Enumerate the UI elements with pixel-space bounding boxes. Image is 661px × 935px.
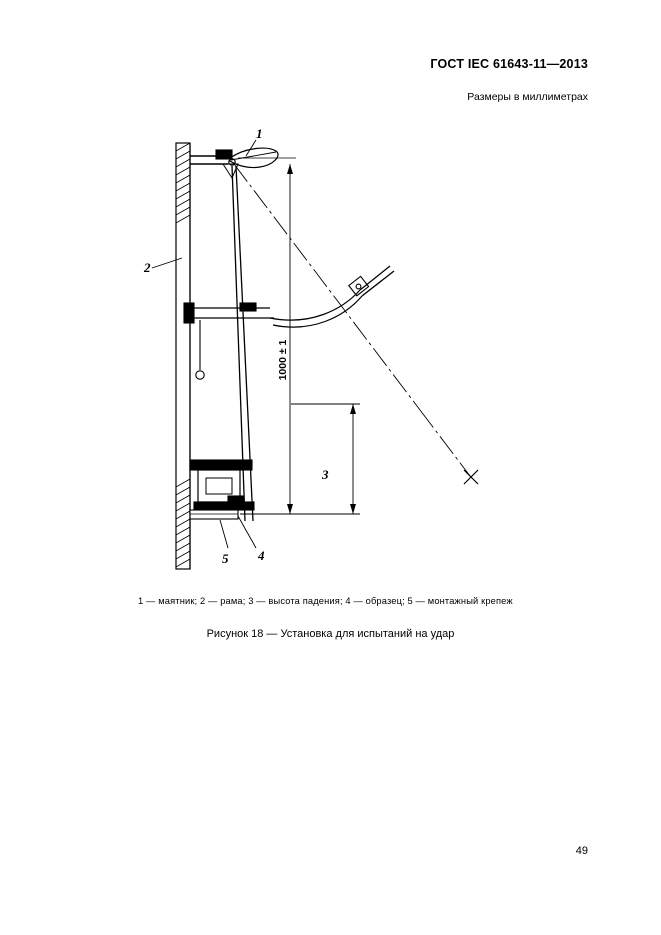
figure-18-drawing (60, 120, 600, 590)
document-header-standard: ГОСТ IEC 61643-11—2013 (430, 57, 588, 71)
figure-callout-2: 2 (144, 260, 151, 275)
units-note: Размеры в миллиметрах (467, 91, 588, 103)
figure-caption: Рисунок 18 — Установка для испытаний на удар (206, 628, 455, 640)
page-number: 49 (575, 845, 588, 857)
figure-callout-1: 1 (256, 126, 263, 141)
figure-callout-5: 5 (222, 551, 229, 566)
dimension-label-1000: 1000 ± 1 (277, 339, 289, 381)
figure-callout-4: 4 (258, 548, 265, 563)
figure-legend: 1 — маятник; 2 — рама; 3 — высота падения; 4 — образец; 5 — монтажный крепеж (138, 596, 513, 606)
figure-callout-3: 3 (322, 467, 329, 482)
